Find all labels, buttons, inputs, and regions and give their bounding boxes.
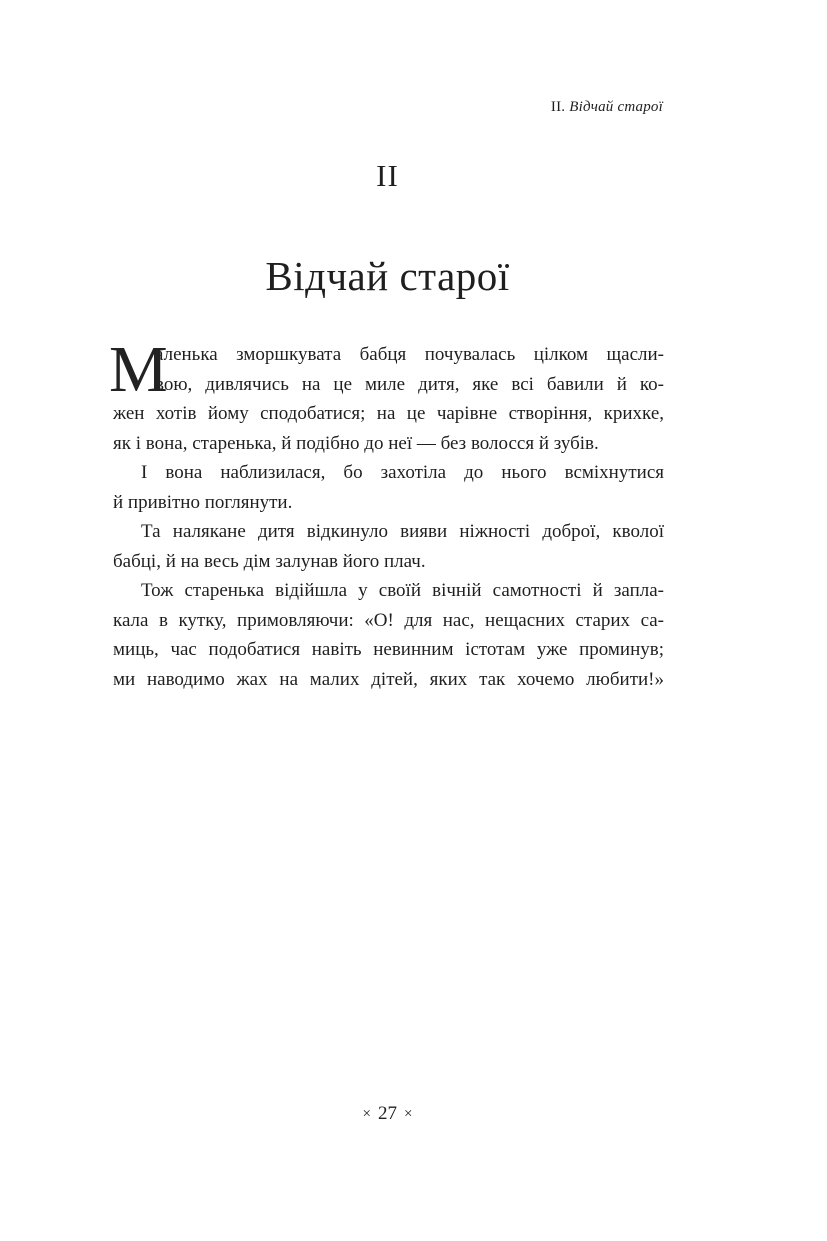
page-number: 27 — [378, 1103, 397, 1124]
running-head-chapter-ref: II. — [550, 99, 566, 115]
body-text — [109, 333, 664, 694]
text-line: Та налякане дитя відкинуло вияви ніжності доброї, кволої — [141, 521, 664, 542]
text-line: І вона наблизилася, бо захотіла до нього всміхнутися — [141, 462, 664, 483]
text-line: й привітно поглянути. — [113, 491, 293, 513]
text-line: миць, час подобатися навіть невинним істотам уже проминув; — [113, 639, 664, 660]
text-line: бабці, й на весь дім залунав його плач. — [113, 550, 426, 572]
drop-cap: М — [109, 333, 168, 406]
running-head-title: Відчай старої — [569, 99, 663, 115]
chapter-title: Відчай старої — [265, 253, 510, 299]
folio-ornament-right: × — [404, 1106, 413, 1122]
text-line: кала в кутку, примовляючи: «О! для нас, нещасних старих са- — [113, 609, 664, 631]
text-line: аленька зморшкувата бабця почувалась цілком щасли- — [155, 344, 664, 365]
page-footer — [0, 1103, 775, 1125]
paragraph-3 — [113, 517, 664, 576]
folio-ornament-left: × — [362, 1106, 371, 1122]
paragraph-1 — [109, 333, 664, 458]
paragraph-2 — [113, 458, 664, 517]
text-line: ми наводимо жах на малих дітей, яких так хочемо любити!» — [113, 668, 664, 690]
running-head — [551, 99, 663, 116]
chapter-number: II — [376, 158, 399, 193]
text-line: Тож старенька відійшла у своїй вічній самотності й запла- — [141, 580, 664, 601]
paragraph-4 — [113, 576, 664, 694]
text-line: як і вона, старенька, й подібно до неї — без волосся й зубів. — [113, 432, 599, 454]
text-line: жен хотів йому сподобатися; на це чарівне створіння, крихке, — [113, 403, 664, 424]
text-line: вою, дивлячись на це миле дитя, яке всі бавили й ко- — [155, 373, 664, 395]
